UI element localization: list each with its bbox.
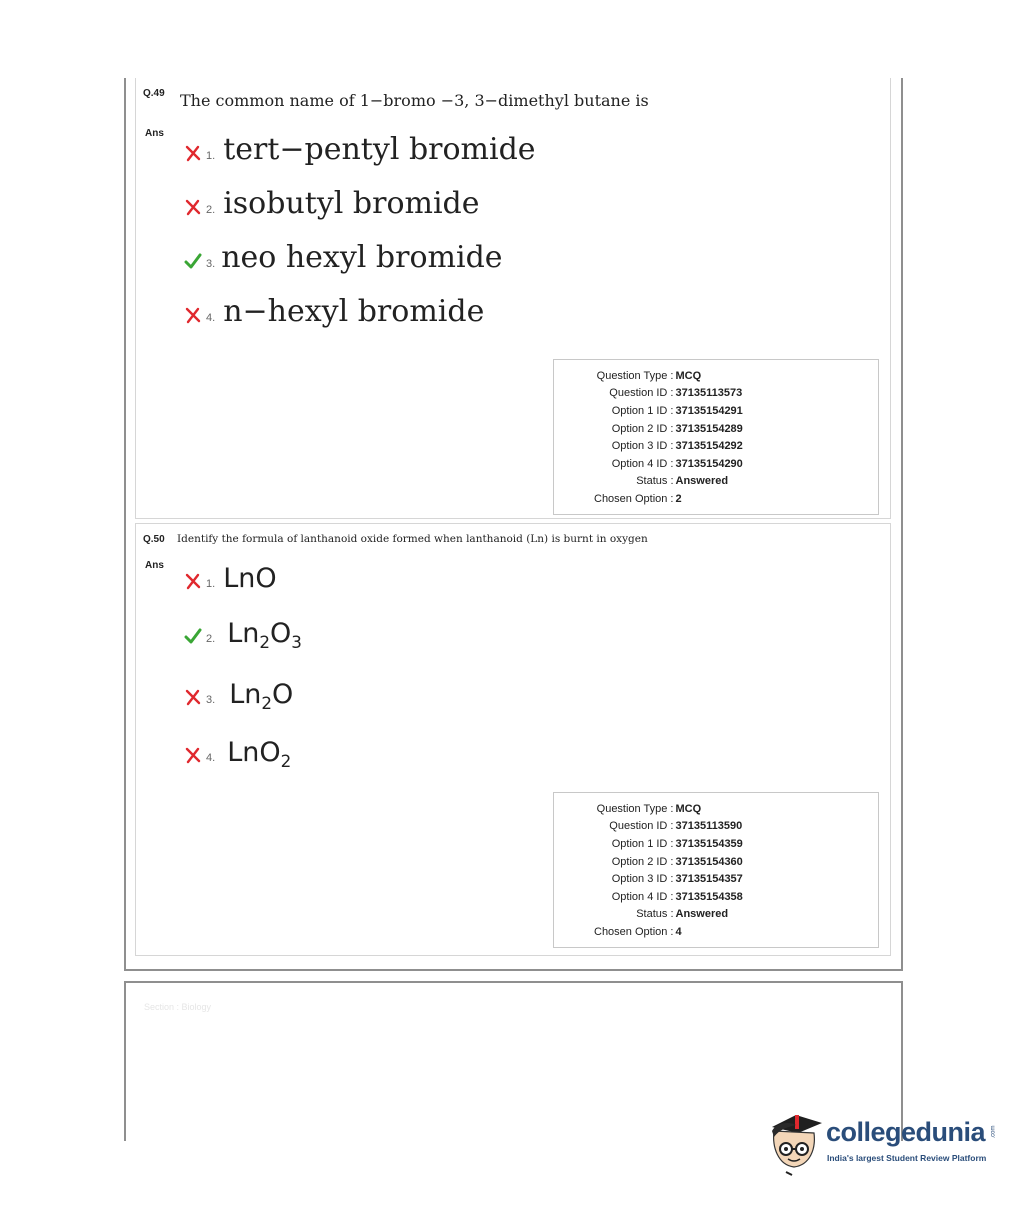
option-number: 1. [206, 150, 216, 162]
option-number: 2. [206, 633, 216, 645]
check-icon [184, 627, 202, 645]
mascot-icon [766, 1105, 824, 1177]
info-value: 37135154360 [675, 855, 743, 868]
option-1 [184, 563, 277, 594]
option-number: 3. [206, 694, 216, 706]
info-value: 37135154357 [675, 873, 743, 886]
info-key: Option 1 ID : [611, 404, 674, 417]
info-row [594, 870, 743, 888]
question-number: Q.49 [143, 88, 165, 99]
cross-icon [184, 144, 202, 162]
info-key: Chosen Option : [594, 925, 674, 938]
next-section-label: Section : Biology [144, 1002, 212, 1012]
option-4 [184, 737, 292, 771]
info-value: Answered [675, 908, 729, 921]
brand-dotcom: .com [990, 1125, 997, 1139]
info-row [594, 455, 743, 473]
answer-label: Ans [145, 560, 164, 571]
option-3 [184, 240, 503, 275]
info-value: 2 [675, 492, 682, 505]
info-value: MCQ [675, 369, 702, 382]
info-key: Chosen Option : [594, 492, 674, 505]
info-key: Option 2 ID : [611, 422, 674, 435]
info-value: Answered [675, 475, 729, 488]
info-value: 37135113573 [675, 387, 743, 400]
info-row [594, 385, 743, 403]
option-text: LnO [223, 563, 277, 594]
info-key: Question ID : [609, 387, 674, 400]
option-number: 2. [206, 204, 216, 216]
info-row [594, 906, 743, 924]
option-4 [184, 294, 484, 329]
info-key: Option 4 ID : [611, 890, 674, 903]
brand-name: collegedunia [826, 1117, 986, 1147]
info-value: MCQ [675, 802, 702, 815]
info-key: Option 4 ID : [611, 457, 674, 470]
info-table [594, 367, 743, 508]
option-text: tert−pentyl bromide [223, 132, 536, 167]
option-number: 4. [206, 752, 216, 764]
info-row [594, 923, 743, 941]
info-key: Option 3 ID : [611, 873, 674, 886]
option-number: 1. [206, 578, 216, 590]
info-key: Status : [636, 908, 674, 921]
answer-label: Ans [145, 128, 164, 139]
option-text: LnO$_2$ [227, 737, 292, 771]
question-text: The common name of 1−bromo −3, 3−dimethyl butane is [180, 91, 649, 110]
info-value: 37135154289 [675, 422, 743, 435]
info-value: 37135154290 [675, 457, 743, 470]
cross-icon [184, 746, 202, 764]
option-text: $Ln_2O_3$ [227, 618, 302, 652]
info-key: Question ID : [609, 820, 674, 833]
info-row [594, 888, 743, 906]
info-value: 37135154292 [675, 440, 743, 453]
info-row [594, 818, 743, 836]
info-key: Option 2 ID : [611, 855, 674, 868]
option-2 [184, 186, 480, 221]
option-text: n−hexyl bromide [223, 294, 485, 329]
info-key: Option 1 ID : [611, 837, 674, 850]
cross-icon [184, 572, 202, 590]
option-number: 4. [206, 312, 216, 324]
question-info-box [553, 359, 879, 515]
cross-icon [184, 198, 202, 216]
cross-icon [184, 306, 202, 324]
option-3 [184, 679, 294, 713]
info-value: 37135154291 [675, 404, 743, 417]
info-table [594, 800, 743, 941]
question-number: Q.50 [143, 534, 165, 545]
info-key: Question Type : [596, 369, 674, 382]
info-row [594, 853, 743, 871]
option-1 [184, 132, 536, 167]
info-row [594, 473, 743, 491]
option-number: 3. [206, 258, 216, 270]
collegedunia-logo [766, 1105, 996, 1177]
option-2 [184, 618, 302, 652]
brand-tagline: India's largest Student Review Platform [827, 1153, 987, 1163]
option-text: $Ln_2O$ [229, 679, 294, 713]
info-key: Question Type : [596, 802, 674, 815]
option-text: neo hexyl bromide [221, 240, 503, 275]
info-key: Status : [636, 475, 674, 488]
info-row [594, 437, 743, 455]
question-text: Identify the formula of lanthanoid oxide formed when lanthanoid (Ln) is burnt in oxygen [177, 533, 648, 545]
check-icon [184, 252, 202, 270]
info-value: 37135113590 [675, 820, 743, 833]
info-row [594, 490, 743, 508]
info-value: 37135154359 [675, 837, 743, 850]
info-row [594, 800, 743, 818]
info-row [594, 402, 743, 420]
info-value: 37135154358 [675, 890, 743, 903]
info-value: 4 [675, 925, 682, 938]
info-row [594, 835, 743, 853]
info-row [594, 367, 743, 385]
question-info-box [553, 792, 879, 948]
info-key: Option 3 ID : [611, 440, 674, 453]
info-row [594, 420, 743, 438]
option-text: isobutyl bromide [223, 186, 480, 221]
cross-icon [184, 688, 202, 706]
